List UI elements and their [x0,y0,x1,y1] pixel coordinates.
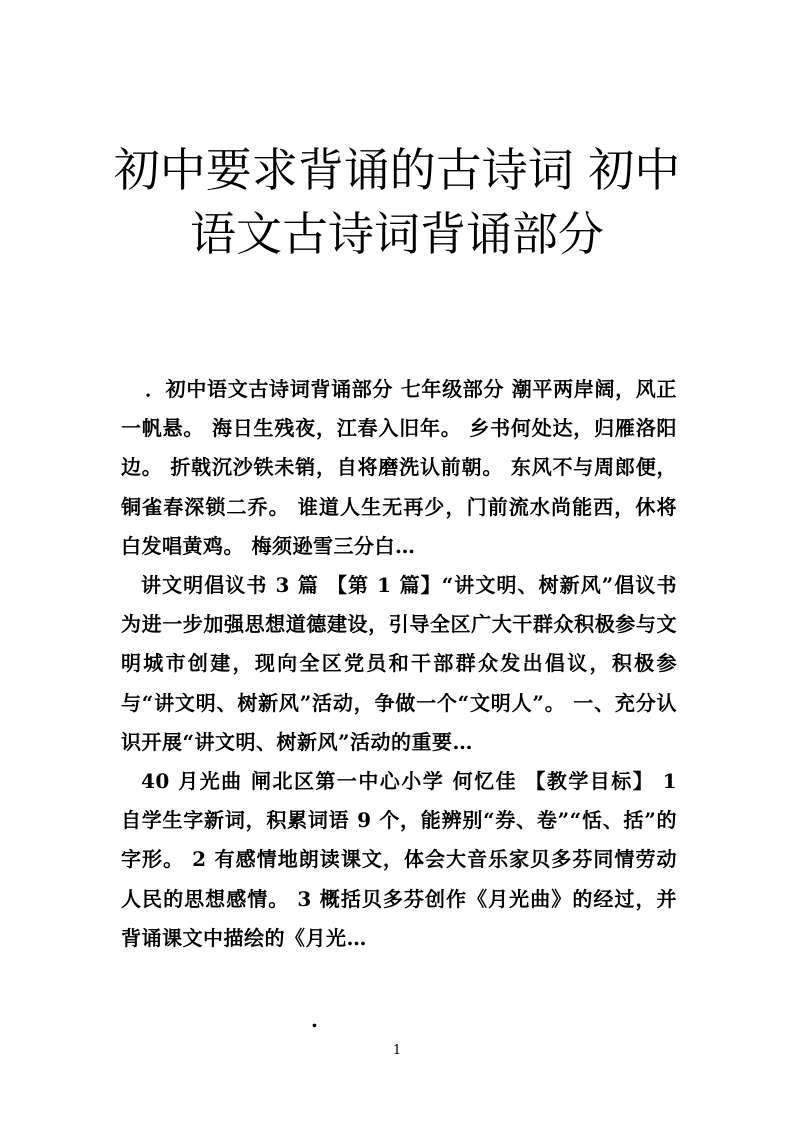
paragraph-3: 40 月光曲 闸北区第一中心小学 何忆佳 【教学目标】 1 自学生字新词，积累词语 9 个，能辨别“券、卷”“恬、括”的字形。 2 有感情地朗读课文，体会大音乐家贝多芬同情劳动人民的思想感情。 3 概括贝多芬创作《月光曲》的经过，并背诵课文中描绘的《月光… [121,769,677,950]
page-number: 1 [392,1043,402,1058]
paragraph-2: 讲文明倡议书 3 篇 【第 1 篇】“讲文明、树新风”倡议书为进一步加强思想道德建设，引导全区广大干群众积极参与文明城市创建，现向全区党员和干部群众发出倡议，积极参与“讲文明、树新风”活动，争做一个“文明人”。 一、充分认识开展“讲文明、树新风”活动的重要… [121,573,677,754]
footer-mark: . [311,1008,318,1032]
document-title: 初中要求背诵的古诗词 初中语文古诗词背诵部分 [113,143,681,261]
document-body [121,370,677,958]
paragraph-1: ．初中语文古诗词背诵部分 七年级部分 潮平两岸阔，风正一帆悬。 海日生残夜，江春入旧年。 乡书何处达，归雁洛阳边。 折戟沉沙铁未销，自将磨洗认前朝。 东风不与周郎便，铜雀春深锁二乔。 谁道人生无再少，门前流水尚能西，休将白发唱黄鸡。 梅须逊雪三分白… [121,377,677,558]
